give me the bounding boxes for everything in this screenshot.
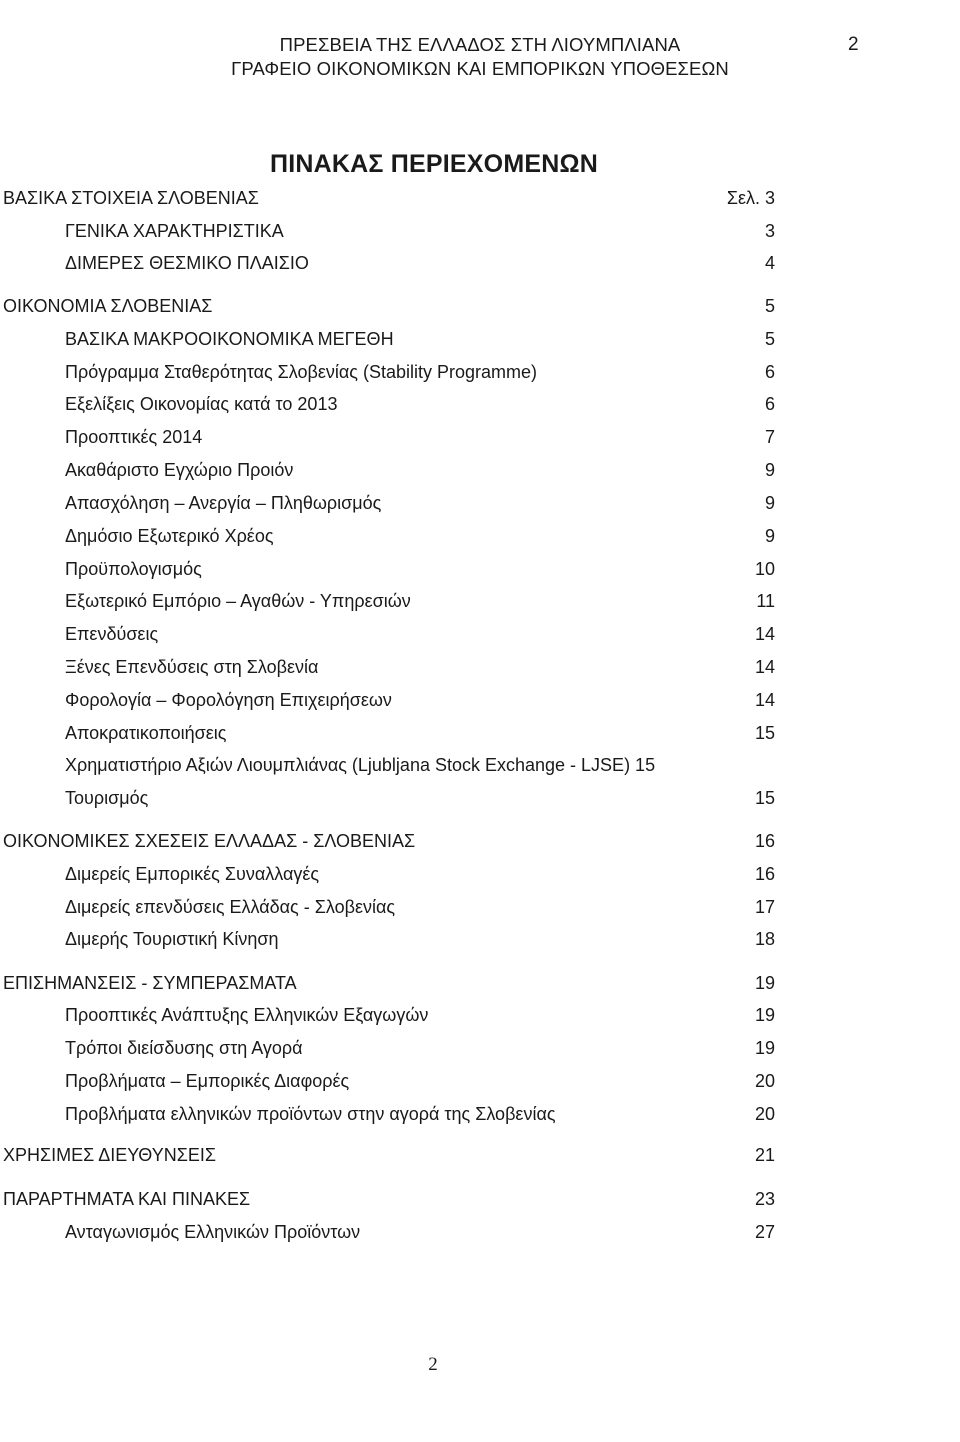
toc-entry[interactable] [0, 1143, 960, 1167]
toc-entry-page: 9 [764, 526, 775, 546]
toc-entry-page: 16 [754, 864, 775, 884]
toc-entry[interactable] [0, 392, 960, 416]
toc-entry-page: 9 [764, 493, 775, 513]
toc-entry[interactable] [0, 524, 960, 548]
toc-entry-label: Αποκρατικοποιήσεις [65, 723, 227, 743]
toc-entry-label: Τουρισμός [65, 788, 149, 808]
toc-entry-page: 14 [754, 690, 775, 710]
toc-entry[interactable] [0, 425, 960, 449]
toc-entry-page: 15 [754, 788, 775, 808]
toc-entry-page: 27 [754, 1222, 775, 1242]
toc-entry-page: 4 [764, 253, 775, 273]
toc-entry[interactable] [0, 721, 960, 745]
toc-entry-label: Προβλήματα – Εμπορικές Διαφορές [65, 1071, 350, 1091]
toc-title: ΠΙΝΑΚΑΣ ΠΕΡΙΕΧΟΜΕΝΩΝ [270, 150, 598, 178]
toc-entry-label: Εξωτερικό Εμπόριο – Αγαθών - Υπηρεσιών [65, 591, 411, 611]
toc-entry-page: 20 [754, 1104, 775, 1124]
toc-entry-page: 19 [754, 973, 775, 993]
toc-entry-page: 17 [754, 897, 775, 917]
toc-entry[interactable] [0, 294, 960, 318]
toc-entry[interactable] [0, 1003, 960, 1027]
toc-entry-label: ΟΙΚΟΝΟΜΙΑ ΣΛΟΒΕΝΙΑΣ [3, 296, 213, 316]
toc-entry[interactable] [0, 971, 960, 995]
toc-entry[interactable] [0, 862, 960, 886]
toc-entry-label: Διμερείς Εμπορικές Συναλλαγές [65, 864, 320, 884]
toc-entry-label: ΟΙΚΟΝΟΜΙΚΕΣ ΣΧΕΣΕΙΣ ΕΛΛΑΔΑΣ - ΣΛΟΒΕΝΙΑΣ [3, 831, 416, 851]
toc-entry-page: Σελ. 3 [726, 188, 775, 208]
toc-entry[interactable] [0, 491, 960, 515]
toc-entry-page: 18 [754, 929, 775, 949]
toc-entry-page: 6 [764, 394, 775, 414]
toc-entry[interactable] [0, 655, 960, 679]
toc-entry-label: Ακαθάριστο Εγχώριο Προιόν [65, 460, 294, 480]
toc-entry-label: Προβλήματα ελληνικών προϊόντων στην αγορά της Σλοβενίας [65, 1104, 556, 1124]
toc-entry-label: Απασχόληση – Ανεργία – Πληθωρισμός [65, 493, 382, 513]
toc-entry-label: Εξελίξεις Οικονομίας κατά το 2013 [65, 394, 338, 414]
toc-entry-label: Προϋπολογισμός [65, 559, 202, 579]
toc-entry[interactable] [0, 458, 960, 482]
toc-entry[interactable] [0, 557, 960, 581]
toc-entry[interactable] [0, 927, 960, 951]
toc-entry-label: ΔΙΜΕΡΕΣ ΘΕΣΜΙΚΟ ΠΛΑΙΣΙΟ [65, 253, 309, 273]
toc-entry-page: 23 [754, 1189, 775, 1209]
toc-entry-label: Διμερής Τουριστική Κίνηση [65, 929, 279, 949]
header-office-line: ΓΡΑΦΕΙΟ ΟΙΚΟΝΟΜΙΚΩΝ ΚΑΙ ΕΜΠΟΡΙΚΩΝ ΥΠΟΘΕΣΕΩΝ [231, 58, 729, 79]
toc-entry-label: ΒΑΣΙΚΑ ΣΤΟΙΧΕΙΑ ΣΛΟΒΕΝΙΑΣ [3, 188, 259, 208]
footer-page-number: 2 [428, 1354, 438, 1375]
toc-entry-label: Ξένες Επενδύσεις στη Σλοβενία [65, 657, 319, 677]
toc-entry-label: Φορολογία – Φορολόγηση Επιχειρήσεων [65, 690, 392, 710]
toc-entry-label: Πρόγραμμα Σταθερότητας Σλοβενίας (Stability Programme) [65, 362, 538, 382]
toc-entry-label: ΒΑΣΙΚΑ ΜΑΚΡΟΟΙΚΟΝΟΜΙΚΑ ΜΕΓΕΘΗ [65, 329, 394, 349]
toc-entry-label: ΧΡΗΣΙΜΕΣ ΔΙΕΥΘΥΝΣΕΙΣ [3, 1145, 216, 1165]
toc-entry-label: ΠΑΡΑΡΤΗΜΑΤΑ ΚΑΙ ΠΙΝΑΚΕΣ [3, 1189, 251, 1209]
toc-entry[interactable] [0, 360, 960, 384]
toc-entry-label: Προοπτικές 2014 [65, 427, 203, 447]
toc-entry[interactable] [0, 219, 960, 243]
toc-entry[interactable] [0, 1069, 960, 1093]
toc-entry-page: 19 [754, 1038, 775, 1058]
header-embassy-line: ΠΡΕΣΒΕΙΑ ΤΗΣ ΕΛΛΑΔΟΣ ΣΤΗ ΛΙΟΥΜΠΛΙΑΝΑ [279, 34, 681, 55]
toc-entry[interactable] [0, 589, 960, 613]
toc-entry-label: Διμερείς επενδύσεις Ελλάδας - Σλοβενίας [65, 897, 396, 917]
toc-entry[interactable] [0, 786, 960, 810]
toc-entry-label: Επενδύσεις [65, 624, 159, 644]
toc-entry[interactable] [0, 186, 960, 210]
toc-entry[interactable] [0, 829, 960, 853]
toc-entry-label: Τρόποι διείσδυσης στη Αγορά [65, 1038, 303, 1058]
toc-entry-page: 5 [764, 329, 775, 349]
toc-entry-page: 9 [764, 460, 775, 480]
toc-entry-label: ΓΕΝΙΚΑ ΧΑΡΑΚΤΗΡΙΣΤΙΚΑ [65, 221, 284, 241]
toc-entry[interactable] [0, 622, 960, 646]
toc-entry[interactable] [0, 753, 960, 777]
toc-entry-page: 3 [764, 221, 775, 241]
toc-entry-label: Δημόσιο Εξωτερικό Χρέος [65, 526, 274, 546]
toc-entry[interactable] [0, 1187, 960, 1211]
toc-entry-page: 5 [764, 296, 775, 316]
toc-entry-label: Χρηματιστήριο Αξιών Λιουμπλιάνας (Ljubljana Stock Exchange - LJSE) 15 [65, 755, 656, 775]
toc-entry[interactable] [0, 327, 960, 351]
toc-entry-page: 7 [764, 427, 775, 447]
toc-entry-page: 10 [754, 559, 775, 579]
toc-entry-page: 16 [754, 831, 775, 851]
header-page-number: 2 [848, 34, 859, 55]
toc-entry-label: Προοπτικές Ανάπτυξης Ελληνικών Εξαγωγών [65, 1005, 429, 1025]
toc-entry-label: Ανταγωνισμός Ελληνικών Προϊόντων [65, 1222, 361, 1242]
toc-entry-page: 6 [764, 362, 775, 382]
toc-entry-page: 19 [754, 1005, 775, 1025]
toc-entry[interactable] [0, 1220, 960, 1244]
toc-entry-page: 14 [754, 624, 775, 644]
toc-entry-page: 14 [754, 657, 775, 677]
toc-entry[interactable] [0, 1102, 960, 1126]
toc-entry-page: 20 [754, 1071, 775, 1091]
toc-entry-page: 21 [754, 1145, 775, 1165]
toc-entry[interactable] [0, 688, 960, 712]
toc-entry-page: 15 [754, 723, 775, 743]
toc-entry-page: 11 [756, 591, 775, 611]
toc-entry-label: ΕΠΙΣΗΜΑΝΣΕΙΣ - ΣΥΜΠΕΡΑΣΜΑΤΑ [3, 973, 297, 993]
toc-entry[interactable] [0, 1036, 960, 1060]
toc-entry[interactable] [0, 251, 960, 275]
toc-entry[interactable] [0, 895, 960, 919]
